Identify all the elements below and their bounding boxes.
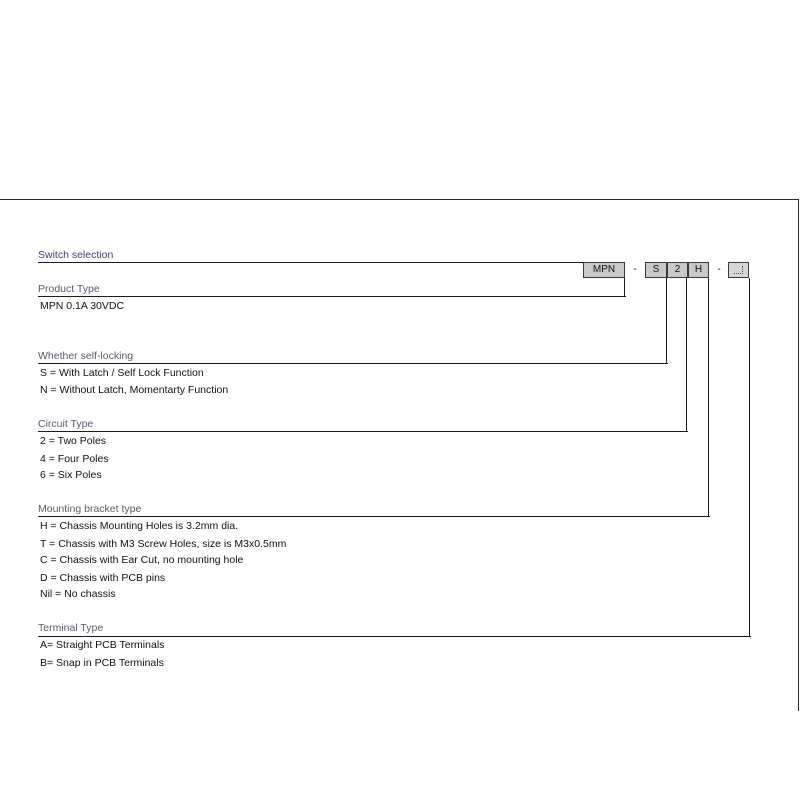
mounting-bracket-connector xyxy=(38,516,710,517)
self-locking-connector xyxy=(38,363,668,364)
page-title: Switch selection xyxy=(38,249,114,261)
code-dash-1: - xyxy=(633,264,637,275)
product-type-item: MPN 0.1A 30VDC xyxy=(40,300,125,312)
mounting-bracket-item: D = Chassis with PCB pins xyxy=(40,572,166,584)
self-locking-heading: Whether self-locking xyxy=(38,350,134,362)
terminal-type-connector-vertical xyxy=(749,278,750,637)
terminal-type-item: B= Snap in PCB Terminals xyxy=(40,657,164,669)
product-type-heading: Product Type xyxy=(38,283,100,295)
mounting-bracket-connector-vertical xyxy=(708,278,709,517)
mounting-bracket-item: Nil = No chassis xyxy=(40,588,116,600)
circuit-type-item: 2 = Two Poles xyxy=(40,435,107,447)
self-locking-connector-vertical xyxy=(666,278,667,364)
product-type-connector xyxy=(38,296,626,297)
title-underline xyxy=(38,262,584,263)
circuit-type-item: 6 = Six Poles xyxy=(40,469,102,481)
code-box-series: MPN xyxy=(583,262,625,278)
circuit-type-connector-vertical xyxy=(686,278,687,432)
terminal-type-heading: Terminal Type xyxy=(38,622,104,634)
mounting-bracket-item: H = Chassis Mounting Holes is 3.2mm dia. xyxy=(40,520,239,532)
circuit-type-connector xyxy=(38,431,688,432)
code-box-mounting: H xyxy=(688,262,709,278)
mounting-bracket-heading: Mounting bracket type xyxy=(38,503,142,515)
code-box-self-locking: S xyxy=(645,262,667,278)
circuit-type-item: 4 = Four Poles xyxy=(40,453,109,465)
self-locking-item: N = Without Latch, Momentarty Function xyxy=(40,384,229,396)
code-box-circuit: 2 xyxy=(667,262,688,278)
mounting-bracket-item: C = Chassis with Ear Cut, no mounting hole xyxy=(40,554,244,566)
product-type-connector-vertical xyxy=(624,278,625,297)
self-locking-item: S = With Latch / Self Lock Function xyxy=(40,367,204,379)
terminal-type-item: A= Straight PCB Terminals xyxy=(40,639,165,651)
placeholder-mark-icon xyxy=(734,266,743,274)
code-box-terminal xyxy=(728,262,749,278)
mounting-bracket-item: T = Chassis with M3 Screw Holes, size is M3x0.5mm xyxy=(40,538,287,550)
terminal-type-connector xyxy=(38,636,751,637)
circuit-type-heading: Circuit Type xyxy=(38,418,94,430)
code-dash-2: - xyxy=(717,264,721,275)
